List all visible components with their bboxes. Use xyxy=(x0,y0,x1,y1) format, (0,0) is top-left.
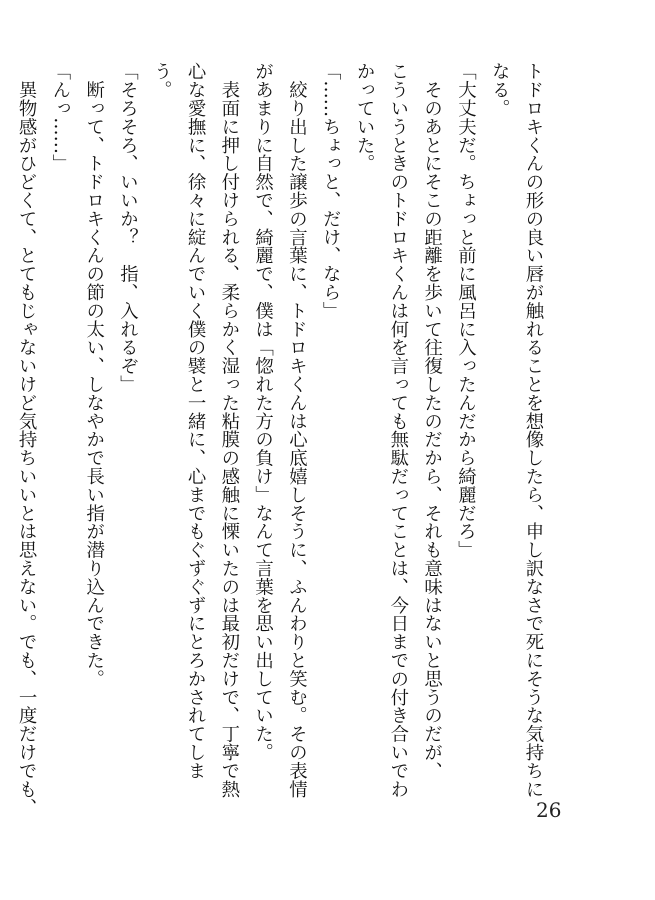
text-line: かっていた。 xyxy=(354,62,376,173)
text-line: があまりに自然で、綺麗で、僕は「惚れた方の負け」なんて言葉を思い出していた。 xyxy=(252,62,274,762)
text-line: 「そろそろ、いいか？ 指、入れるぞ」 xyxy=(117,62,139,394)
text-line: トドロキくんの形の良い唇が触れることを想像したら、申し訳なさで死にそうな気持ちに xyxy=(523,62,544,798)
text-line: なる。 xyxy=(489,62,511,118)
text-line: そのあとにそこの距離を歩いて往復したのだから、それも意味はないと思うのだが、 xyxy=(421,62,443,780)
text-line: 「大丈夫だ。ちょっと前に風呂に入ったんだから綺麗だろ」 xyxy=(455,62,477,559)
text-line: 心な愛撫に、徐々に綻んでいく僕の襞と一緒に、心までもぐずぐずにとろかされてしま xyxy=(185,62,207,780)
text-line: こういうときのトドロキくんは何を言っても無駄だってことは、今日までの付き合いでわ xyxy=(387,62,409,798)
text-line: 「んっ……」 xyxy=(49,62,71,173)
text-line: 異物感がひどくて、とてもじゃないけど気持ちいいとは思えない。でも、一度だけでも、 xyxy=(16,62,38,817)
text-line: 絞り出した譲歩の言葉に、トドロキくんは心底嬉しそうに、ふんわりと笑む。その表情 xyxy=(286,62,308,798)
vertical-text-body xyxy=(16,62,550,817)
text-line: 「……ちょっと、だけ、なら」 xyxy=(320,62,342,320)
text-line: 表面に押し付けられる、柔らかく湿った粘膜の感触に慄いたのは最初だけで、丁寧で熱 xyxy=(218,62,240,798)
page-number: 26 xyxy=(536,798,562,822)
text-line: う。 xyxy=(151,62,173,99)
text-line: 断って、トドロキくんの節の太い、しなやかで長い指が潜り込んできた。 xyxy=(83,62,105,688)
